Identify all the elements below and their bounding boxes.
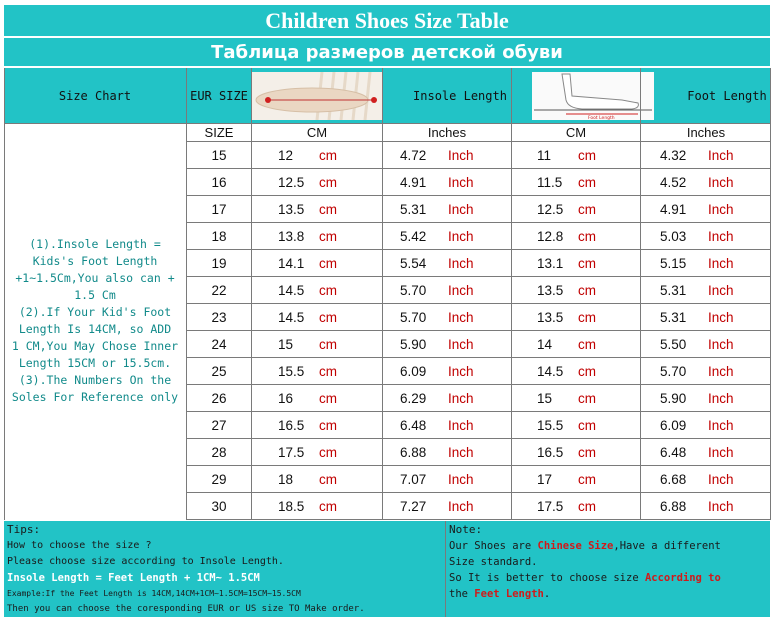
svg-text:Foot Length: Foot Length — [588, 116, 615, 120]
insole-inch-value: 5.70 — [400, 283, 427, 298]
unit-cm-label: cm — [319, 148, 337, 163]
foot-cm-value: 13.1 — [537, 256, 564, 271]
note-highlight: According to — [644, 572, 721, 584]
unit-inch-label: Inch — [708, 175, 734, 190]
insole-inch-value: 4.72 — [400, 148, 427, 163]
left-note — [4, 236, 186, 406]
unit-inch-label: Inch — [708, 310, 734, 325]
unit-cm-label: cm — [319, 445, 337, 460]
unit-inch-label: Inch — [448, 202, 474, 217]
tips-line-2: Please choose size according to Insole Length. — [7, 556, 284, 567]
unit-cm-label: cm — [578, 229, 596, 244]
foot-cm-value: 15 — [537, 391, 553, 406]
unit-cm-label: cm — [319, 364, 337, 379]
left-note-line: (3).The Numbers On the — [18, 373, 172, 387]
unit-inch-label: Inch — [448, 445, 474, 460]
header-foot-length: Foot Length — [687, 88, 767, 103]
subheader-insole-cm: CM — [306, 125, 328, 140]
insole-cm-value: 18.5 — [278, 499, 305, 514]
header-insole-length: Insole Length — [413, 88, 507, 103]
insole-cm-value: 17.5 — [278, 445, 305, 460]
unit-inch-label: Inch — [448, 256, 474, 271]
note-text: So It is better to choose size — [449, 572, 645, 584]
size-cell: 26 — [211, 391, 227, 406]
tips-example: Example:If the Feet Length is 14CM,14CM+1CM~1.5CM=15CM~15.5CM — [7, 589, 301, 598]
note-line-2: Size standard. — [449, 556, 538, 568]
footer-divider — [445, 521, 446, 617]
unit-inch-label: Inch — [708, 256, 734, 271]
size-cell: 25 — [211, 364, 227, 379]
unit-inch-label: Inch — [448, 148, 474, 163]
foot-cm-value: 11.5 — [537, 175, 563, 190]
left-note-line: 1.5 Cm — [74, 288, 116, 302]
foot-cm-value: 12.8 — [537, 229, 564, 244]
size-cell: 17 — [211, 202, 227, 217]
insole-cm-value: 14.1 — [278, 256, 305, 271]
foot-inch-value: 5.31 — [660, 283, 687, 298]
unit-cm-label: cm — [319, 391, 337, 406]
note-highlight: Chinese Size — [537, 540, 614, 552]
tips-formula: Insole Length = Feet Length + 1CM~ 1.5CM — [7, 572, 260, 584]
unit-inch-label: Inch — [448, 364, 474, 379]
size-cell: 22 — [211, 283, 227, 298]
insole-cm-value: 12 — [278, 148, 294, 163]
unit-cm-label: cm — [319, 472, 337, 487]
unit-inch-label: Inch — [708, 148, 734, 163]
foot-inch-value: 6.88 — [660, 499, 687, 514]
unit-inch-label: Inch — [448, 337, 474, 352]
size-cell: 30 — [211, 499, 227, 514]
foot-image — [532, 72, 654, 120]
insole-inch-value: 5.54 — [400, 256, 427, 271]
insole-inch-value: 5.31 — [400, 202, 427, 217]
unit-inch-label: Inch — [448, 391, 474, 406]
note-text: Our Shoes are — [449, 540, 538, 552]
foot-cm-value: 17 — [537, 472, 553, 487]
insole-inch-value: 4.91 — [400, 175, 427, 190]
unit-cm-label: cm — [578, 499, 596, 514]
unit-inch-label: Inch — [448, 283, 474, 298]
size-cell: 27 — [211, 418, 227, 433]
note-line-1 — [449, 540, 721, 552]
foot-inch-value: 6.68 — [660, 472, 687, 487]
unit-inch-label: Inch — [708, 229, 734, 244]
unit-cm-label: cm — [319, 418, 337, 433]
insole-inch-value: 5.42 — [400, 229, 427, 244]
unit-cm-label: cm — [578, 175, 596, 190]
unit-inch-label: Inch — [708, 499, 734, 514]
unit-cm-label: cm — [578, 283, 596, 298]
size-cell: 29 — [211, 472, 227, 487]
subheader-insole-inches: Inches — [427, 125, 467, 140]
unit-cm-label: cm — [578, 256, 596, 271]
unit-cm-label: cm — [578, 445, 596, 460]
grid-line — [382, 68, 383, 520]
grid-line — [770, 68, 771, 520]
unit-cm-label: cm — [319, 499, 337, 514]
unit-cm-label: cm — [319, 202, 337, 217]
insole-icon — [252, 72, 382, 120]
unit-cm-label: cm — [319, 337, 337, 352]
left-note-line: (2).If Your Kid's Foot — [18, 305, 172, 319]
foot-cm-value: 14.5 — [537, 364, 564, 379]
grid-line — [640, 68, 641, 520]
unit-cm-label: cm — [578, 337, 596, 352]
foot-diagram-icon — [532, 72, 654, 120]
note-text: . — [543, 588, 551, 600]
unit-cm-label: cm — [319, 256, 337, 271]
note-label: Note: — [449, 523, 483, 536]
insole-cm-value: 12.5 — [278, 175, 305, 190]
foot-inch-value: 5.03 — [660, 229, 687, 244]
foot-inch-value: 4.52 — [660, 175, 687, 190]
tips-line-5: Then you can choose the coresponding EUR or US size TO Make order. — [7, 604, 365, 614]
unit-cm-label: cm — [578, 364, 596, 379]
unit-inch-label: Inch — [708, 283, 734, 298]
left-note-line: Length Is 14CM, so ADD — [18, 322, 172, 336]
insole-cm-value: 16.5 — [278, 418, 305, 433]
unit-inch-label: Inch — [448, 175, 474, 190]
foot-cm-value: 14 — [537, 337, 553, 352]
unit-cm-label: cm — [578, 418, 596, 433]
insole-cm-value: 15.5 — [278, 364, 305, 379]
foot-cm-value: 11 — [537, 148, 552, 163]
note-line-3 — [449, 572, 721, 584]
left-note-line: (1).Insole Length = — [29, 237, 161, 251]
foot-inch-value: 5.50 — [660, 337, 687, 352]
foot-cm-value: 13.5 — [537, 283, 564, 298]
size-cell: 28 — [211, 445, 227, 460]
unit-cm-label: cm — [319, 175, 337, 190]
foot-inch-value: 4.91 — [660, 202, 687, 217]
unit-cm-label: cm — [578, 202, 596, 217]
unit-inch-label: Inch — [708, 445, 734, 460]
left-note-line: Soles For Reference only — [11, 390, 179, 404]
subheader-foot-cm: CM — [565, 125, 587, 140]
insole-cm-value: 18 — [278, 472, 294, 487]
unit-inch-label: Inch — [448, 418, 474, 433]
grid-line — [511, 68, 512, 520]
unit-inch-label: Inch — [708, 337, 734, 352]
note-line-4 — [449, 588, 550, 600]
tips-footer — [4, 521, 770, 617]
size-cell: 18 — [211, 229, 227, 244]
note-text: ,Have a different — [613, 540, 721, 552]
foot-cm-value: 12.5 — [537, 202, 564, 217]
foot-cm-value: 13.5 — [537, 310, 564, 325]
size-cell: 16 — [211, 175, 227, 190]
insole-inch-value: 7.07 — [400, 472, 427, 487]
tips-line-1: How to choose the size ? — [7, 540, 152, 551]
insole-cm-value: 16 — [278, 391, 294, 406]
header-size-chart: Size Chart — [58, 88, 132, 103]
left-note-line: Kids's Foot Length — [32, 254, 158, 268]
left-note-line: 1 CM,You May Chose Inner — [11, 339, 179, 353]
grid-line — [4, 123, 770, 124]
size-cell: 24 — [211, 337, 227, 352]
unit-inch-label: Inch — [448, 229, 474, 244]
foot-inch-value: 5.90 — [660, 391, 687, 406]
grid-line — [4, 68, 5, 520]
unit-inch-label: Inch — [708, 418, 734, 433]
insole-inch-value: 6.88 — [400, 445, 427, 460]
unit-inch-label: Inch — [448, 472, 474, 487]
unit-cm-label: cm — [578, 310, 596, 325]
foot-cm-value: 17.5 — [537, 499, 564, 514]
unit-inch-label: Inch — [448, 310, 474, 325]
foot-inch-value: 4.32 — [660, 148, 687, 163]
subheader-foot-inches: Inches — [686, 125, 726, 140]
size-cell: 19 — [211, 256, 227, 271]
foot-cm-value: 16.5 — [537, 445, 564, 460]
insole-cm-value: 15 — [278, 337, 294, 352]
insole-cm-value: 13.8 — [278, 229, 305, 244]
foot-inch-value: 5.31 — [660, 310, 687, 325]
unit-cm-label: cm — [578, 391, 596, 406]
insole-inch-value: 6.29 — [400, 391, 427, 406]
left-note-line: +1~1.5Cm,You also can + — [15, 271, 175, 285]
subheader-size: SIZE — [204, 125, 234, 140]
insole-cm-value: 14.5 — [278, 283, 305, 298]
note-text: the — [449, 588, 475, 600]
insole-inch-value: 6.48 — [400, 418, 427, 433]
left-note-line: Length 15CM or 15.5cm. — [18, 356, 172, 370]
header-eur-size: EUR SIZE — [190, 88, 248, 103]
tips-label: Tips: — [7, 523, 41, 536]
insole-inch-value: 5.90 — [400, 337, 427, 352]
foot-cm-value: 15.5 — [537, 418, 564, 433]
unit-cm-label: cm — [319, 229, 337, 244]
insole-inch-value: 7.27 — [400, 499, 427, 514]
note-highlight: Feet Length — [474, 588, 544, 600]
unit-inch-label: Inch — [708, 472, 734, 487]
grid-line — [251, 68, 252, 520]
size-cell: 15 — [211, 148, 227, 163]
foot-inch-value: 6.09 — [660, 418, 687, 433]
unit-inch-label: Inch — [708, 364, 734, 379]
unit-inch-label: Inch — [448, 499, 474, 514]
insole-cm-value: 13.5 — [278, 202, 305, 217]
unit-cm-label: cm — [319, 283, 337, 298]
insole-image — [252, 72, 382, 120]
insole-inch-value: 5.70 — [400, 310, 427, 325]
size-cell: 23 — [211, 310, 227, 325]
foot-inch-value: 5.15 — [660, 256, 687, 271]
unit-cm-label: cm — [578, 148, 596, 163]
title-russian: Таблица размеров детской обуви — [4, 38, 770, 66]
unit-inch-label: Inch — [708, 202, 734, 217]
unit-inch-label: Inch — [708, 391, 734, 406]
insole-inch-value: 6.09 — [400, 364, 427, 379]
foot-inch-value: 5.70 — [660, 364, 687, 379]
foot-inch-value: 6.48 — [660, 445, 687, 460]
unit-cm-label: cm — [319, 310, 337, 325]
insole-cm-value: 14.5 — [278, 310, 305, 325]
title-english: Children Shoes Size Table — [4, 5, 770, 36]
unit-cm-label: cm — [578, 472, 596, 487]
